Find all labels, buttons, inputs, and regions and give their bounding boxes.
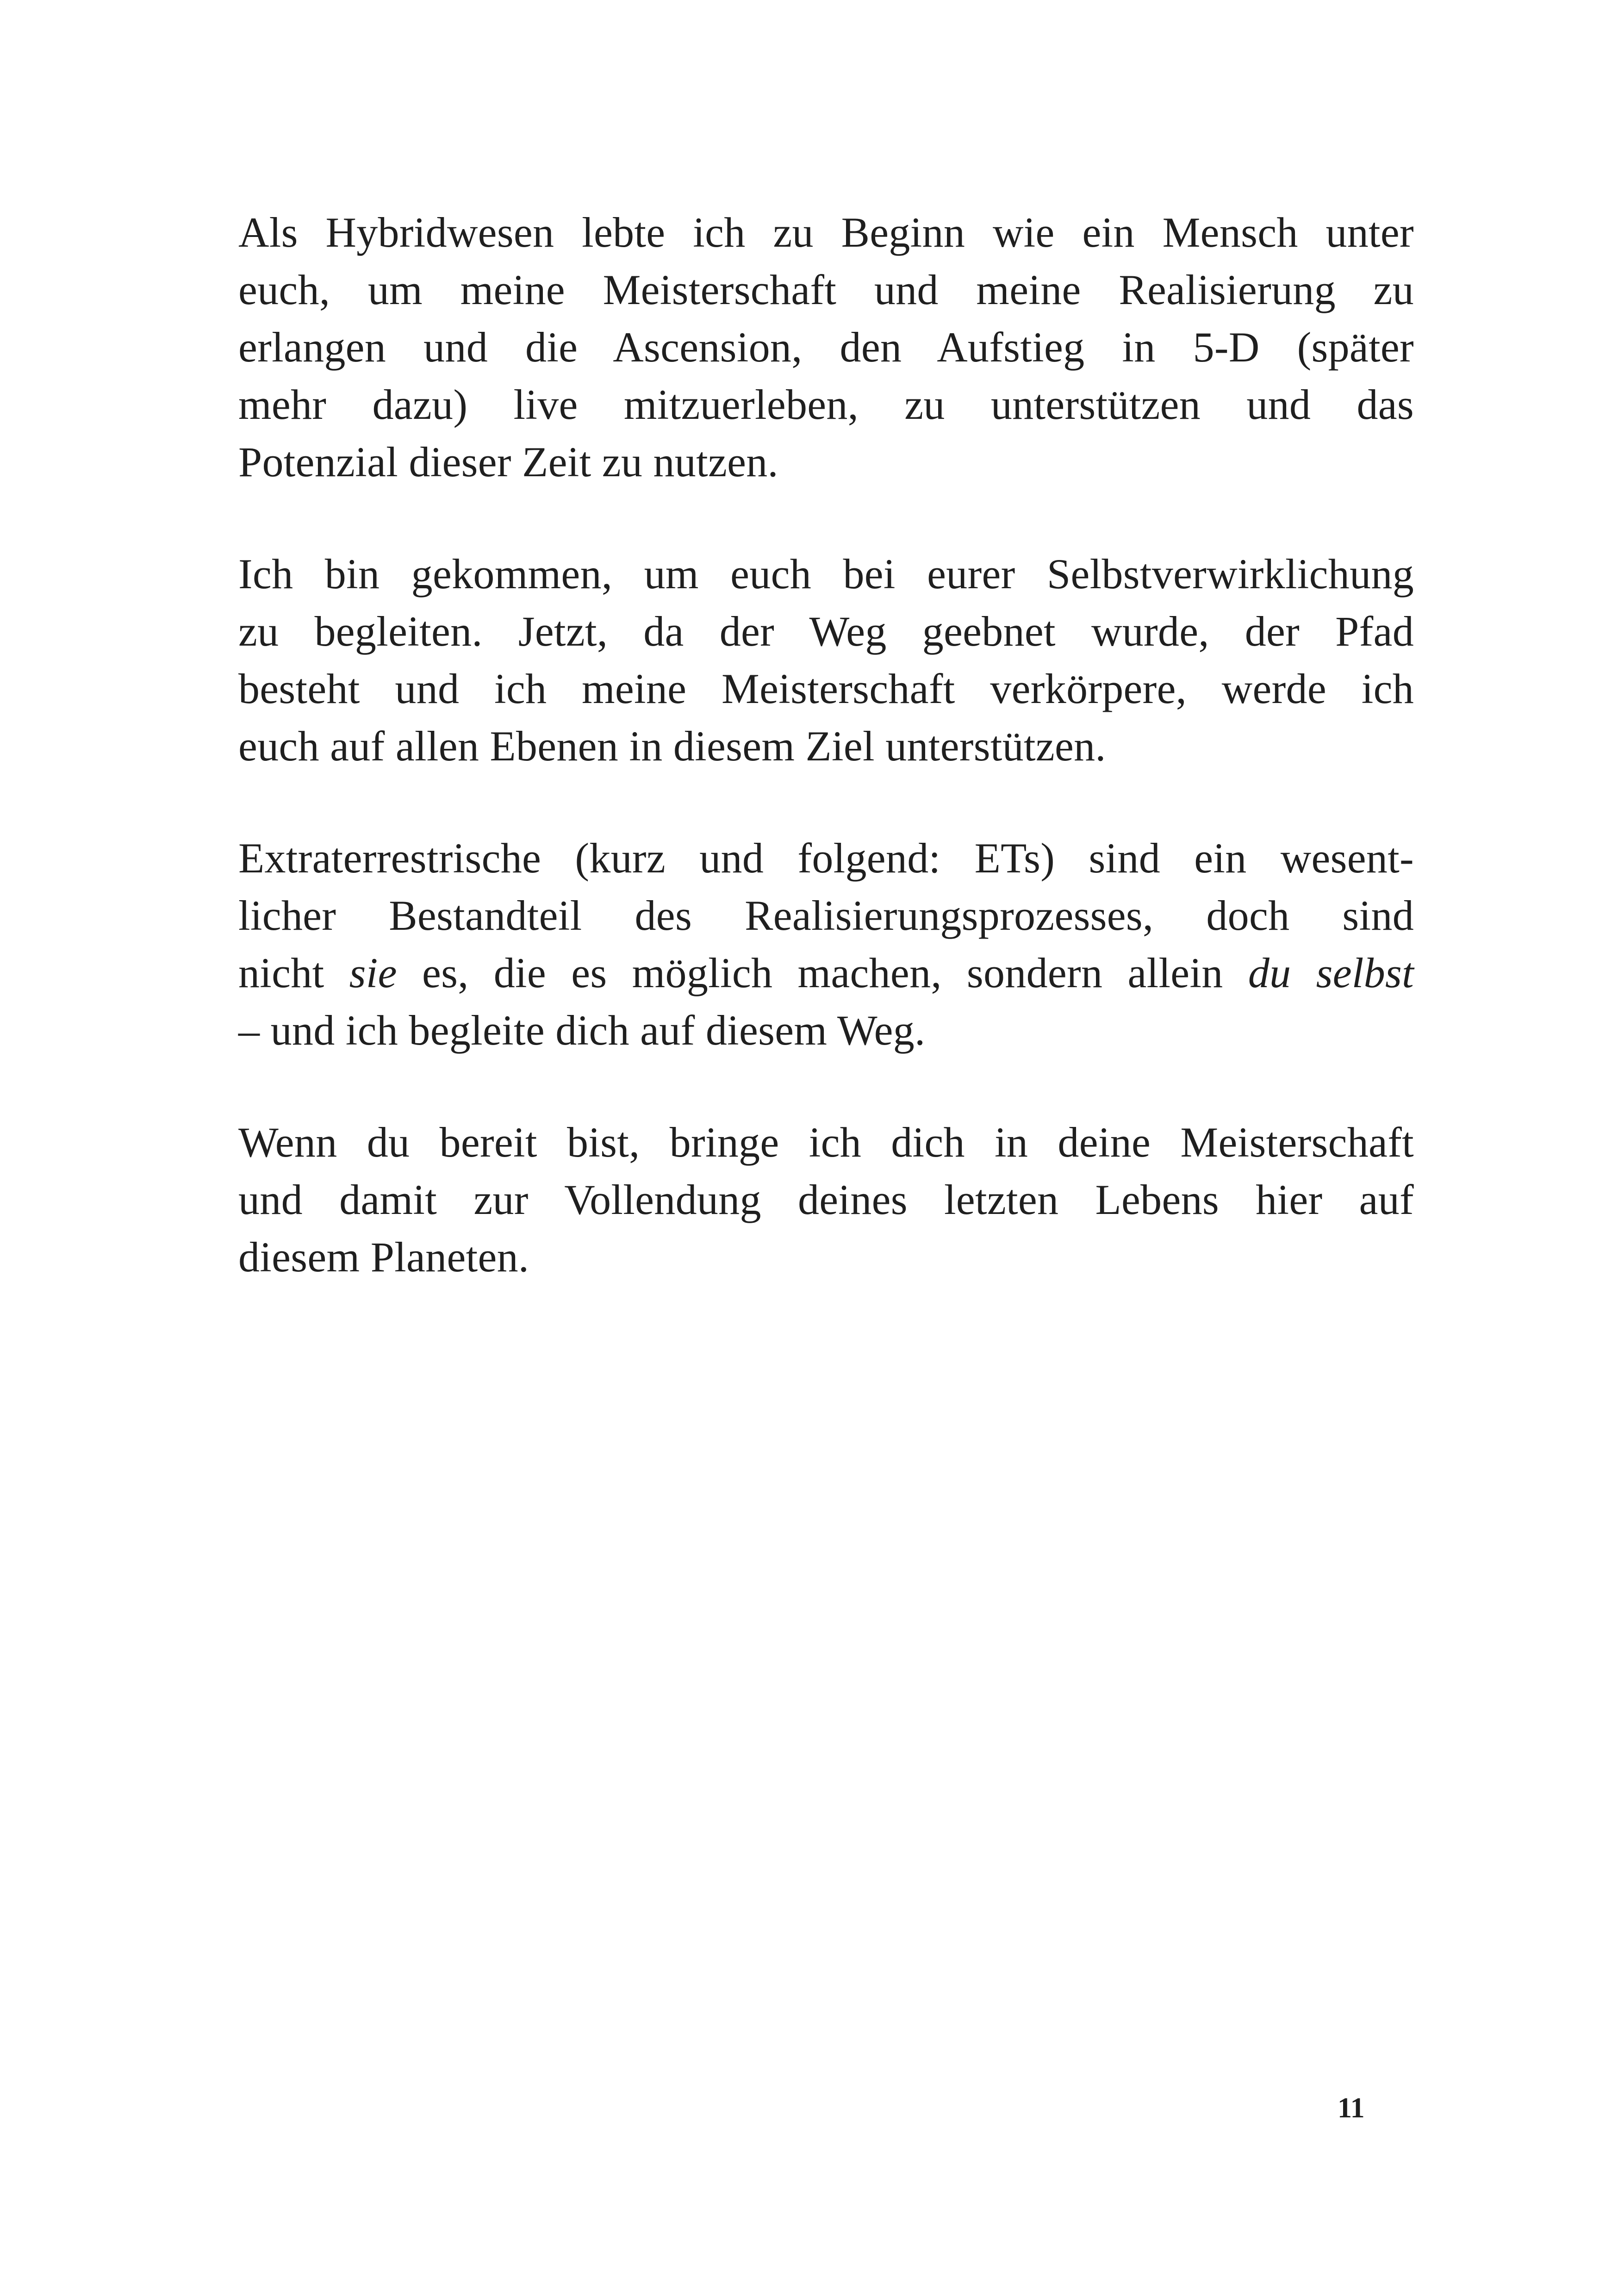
text-line: besteht und ich meine Meisterschaft verkörpere, werde ich: [238, 665, 1414, 712]
text-line: euch auf allen Ebenen in diesem Ziel unterstützen.: [238, 722, 1106, 770]
text-line: Als Hybridwesen lebte ich zu Beginn wie ein Mensch unter: [238, 209, 1414, 256]
text-line: zu begleiten. Jetzt, da der Weg geebnet wurde, der Pfad: [238, 608, 1414, 655]
text-run: es, die es möglich machen, sondern allein: [397, 949, 1248, 996]
text-line: Ich bin gekommen, um euch bei eurer Selbstverwirklichung: [238, 550, 1414, 597]
text-line: Wenn du bereit bist, bringe ich dich in deine Meisterschaft: [238, 1119, 1414, 1166]
text-line: erlangen und die Ascension, den Aufstieg in 5-D (später: [238, 324, 1414, 371]
text-run: nicht: [238, 949, 349, 996]
emphasis-sie: sie: [349, 949, 397, 996]
text-line: Potenzial dieser Zeit zu nutzen.: [238, 438, 778, 485]
text-line: – und ich begleite dich auf diesem Weg.: [238, 1007, 926, 1054]
text-line: diesem Planeten.: [238, 1233, 529, 1281]
text-line: Extraterrestrische (kurz und folgend: ETs) sind ein wesent-: [238, 834, 1414, 882]
text-line: euch, um meine Meisterschaft und meine Realisierung zu: [238, 266, 1414, 313]
paragraph-4: [238, 1114, 1414, 1286]
paragraph-1: [238, 204, 1414, 491]
page-number: 11: [1338, 2092, 1365, 2124]
emphasis-du-selbst: du selbst: [1248, 949, 1414, 996]
paragraph-3: [238, 829, 1414, 1059]
text-line: und damit zur Vollendung deines letzten Lebens hier auf: [238, 1176, 1414, 1223]
text-line: licher Bestandteil des Realisierungsprozesses, doch sind: [238, 892, 1414, 939]
paragraph-2: [238, 545, 1414, 775]
body-text: [238, 204, 1414, 1340]
text-line: mehr dazu) live mitzuerleben, zu unterstützen und das: [238, 381, 1414, 428]
text-line-with-emphasis: [238, 944, 1414, 1002]
